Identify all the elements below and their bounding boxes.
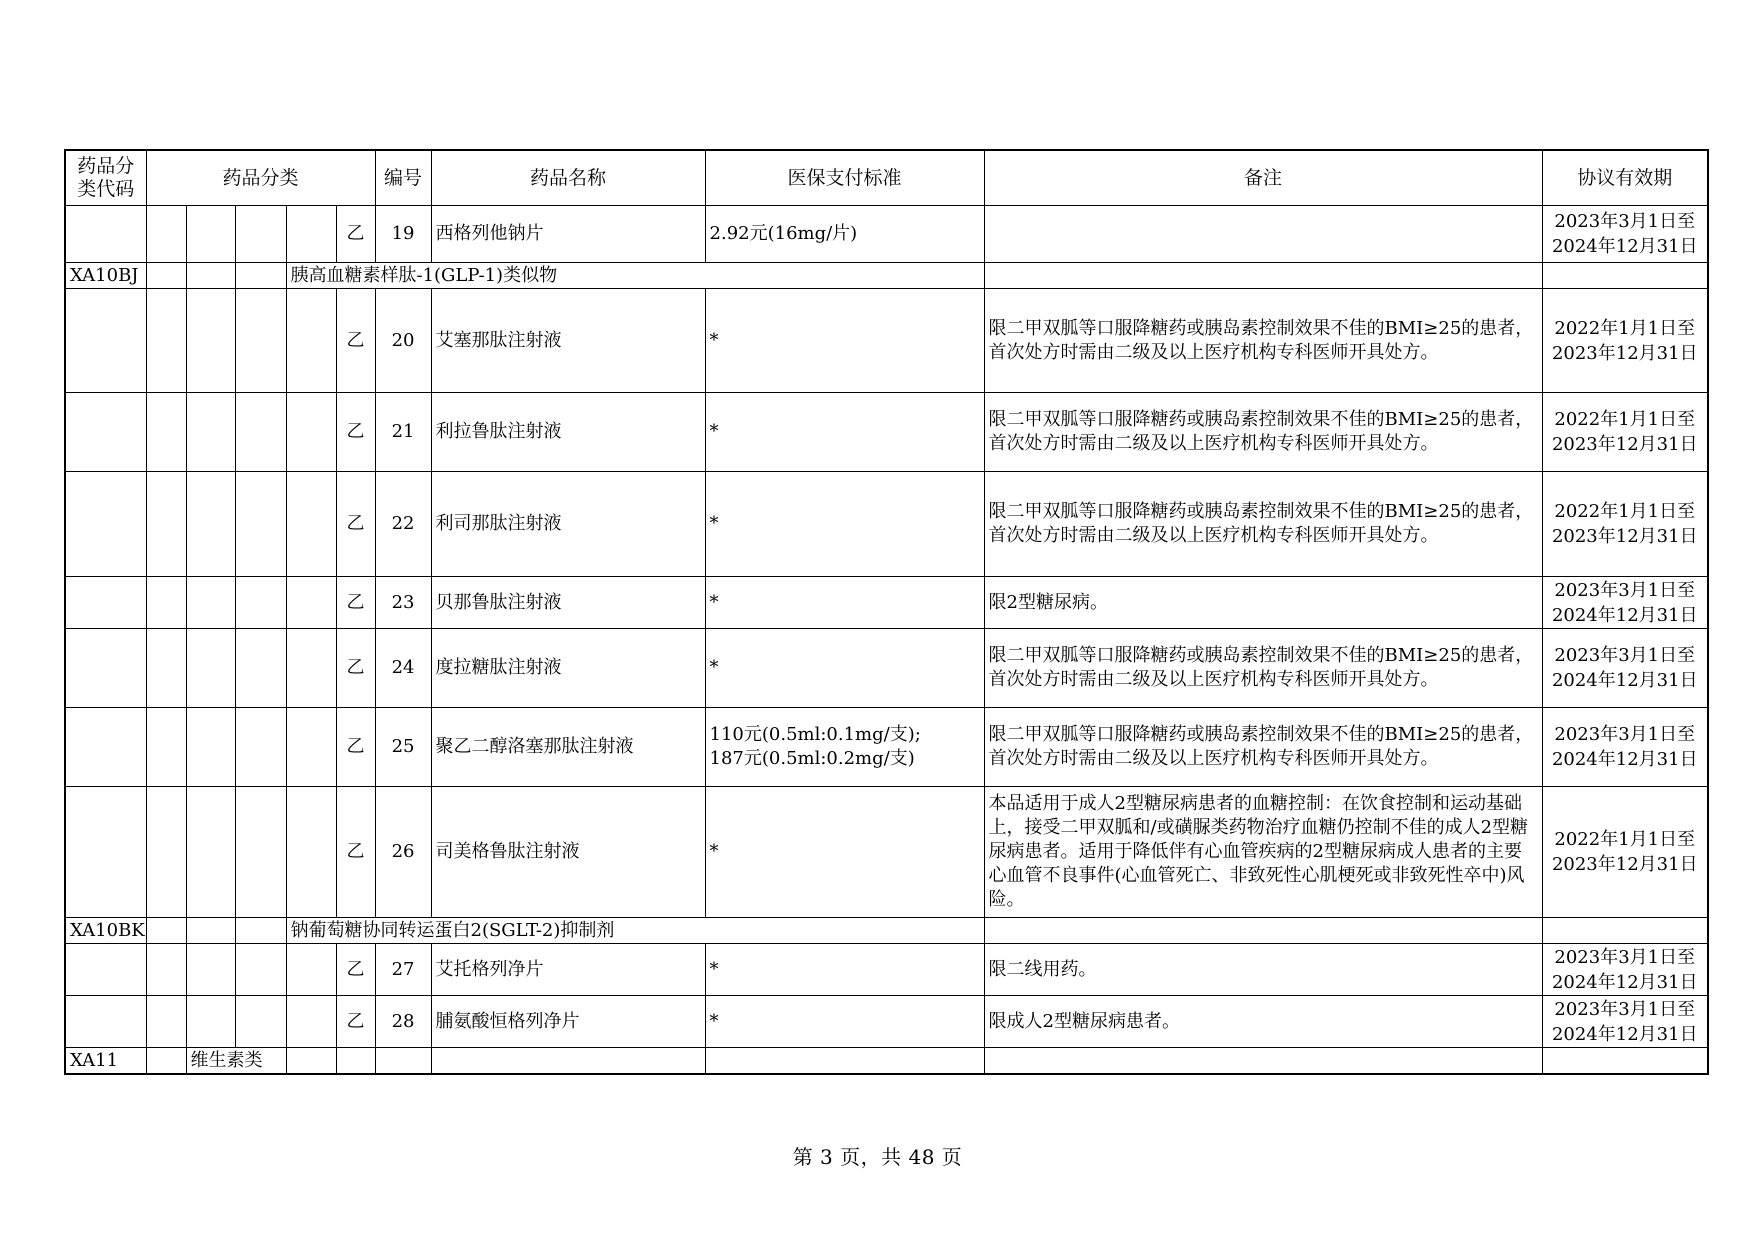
category-code-cell <box>65 206 146 263</box>
payment-line: * <box>709 421 719 442</box>
drug-grade: 乙 <box>336 944 375 996</box>
validity-end: 2023年12月31日 <box>1551 342 1698 364</box>
drug-validity <box>1542 289 1708 393</box>
drug-grade: 乙 <box>336 472 375 577</box>
drug-number: 28 <box>375 996 431 1048</box>
drug-payment <box>705 472 984 577</box>
drug-name: 度拉糖肽注射液 <box>431 629 705 708</box>
drug-note: 限二甲双胍等口服降糖药或胰岛素控制效果不佳的BMI≥25的患者，首次处方时需由二级及以上医疗机构专科医师开具处方。 <box>984 708 1542 787</box>
payment-line: * <box>709 958 719 980</box>
table-row <box>65 472 1708 577</box>
validity-end: 2024年12月31日 <box>1551 670 1698 691</box>
payment-line: 110元(0.5ml:0.1mg/支); <box>709 724 921 745</box>
drug-note: 限二甲双胍等口服降糖药或胰岛素控制效果不佳的BMI≥25的患者，首次处方时需由二级及以上医疗机构专科医师开具处方。 <box>984 393 1542 472</box>
category-code: XA10BK <box>65 918 146 944</box>
drug-name: 西格列他钠片 <box>431 206 705 263</box>
validity-start: 2023年3月1日至 <box>1554 645 1696 666</box>
table-row <box>65 708 1708 787</box>
drug-note <box>984 206 1542 263</box>
header-code-line1: 药品分 <box>77 155 135 177</box>
drug-validity <box>1542 996 1708 1048</box>
validity-end: 2024年12月31日 <box>1551 749 1698 770</box>
validity-start: 2022年1月1日至 <box>1554 501 1696 522</box>
drug-payment <box>705 577 984 629</box>
drug-validity <box>1542 206 1708 263</box>
drug-note: 限2型糖尿病。 <box>984 577 1542 629</box>
drug-note: 限二线用药。 <box>984 944 1542 996</box>
payment-line: * <box>709 329 719 351</box>
category-name: 维生素类 <box>186 1048 286 1075</box>
drug-grade: 乙 <box>336 289 375 393</box>
drug-name: 脯氨酸恒格列净片 <box>431 996 705 1048</box>
drug-name: 聚乙二醇洛塞那肽注射液 <box>431 708 705 787</box>
drug-note: 限二甲双胍等口服降糖药或胰岛素控制效果不佳的BMI≥25的患者，首次处方时需由二级及以上医疗机构专科医师开具处方。 <box>984 289 1542 393</box>
drug-validity <box>1542 708 1708 787</box>
table-row <box>65 206 1708 263</box>
drug-number: 25 <box>375 708 431 787</box>
drug-number: 26 <box>375 787 431 918</box>
drug-payment <box>705 393 984 472</box>
category-row <box>65 263 1708 289</box>
category-code: XA10BJ <box>65 263 146 289</box>
validity-start: 2022年1月1日至 <box>1554 409 1696 430</box>
drug-validity <box>1542 787 1708 918</box>
drug-payment <box>705 787 984 918</box>
drug-name: 贝那鲁肽注射液 <box>431 577 705 629</box>
validity-end: 2024年12月31日 <box>1551 236 1698 257</box>
table-row <box>65 393 1708 472</box>
validity-end: 2024年12月31日 <box>1551 971 1698 993</box>
category-row <box>65 1048 1708 1075</box>
drug-name: 利拉鲁肽注射液 <box>431 393 705 472</box>
header-note: 备注 <box>984 150 1542 206</box>
category-name: 钠葡萄糖协同转运蛋白2(SGLT-2)抑制剂 <box>286 918 984 944</box>
validity-end: 2023年12月31日 <box>1551 854 1698 875</box>
drug-note: 限二甲双胍等口服降糖药或胰岛素控制效果不佳的BMI≥25的患者，首次处方时需由二级及以上医疗机构专科医师开具处方。 <box>984 472 1542 577</box>
validity-start: 2023年3月1日至 <box>1554 946 1696 968</box>
table-row <box>65 996 1708 1048</box>
header-row <box>65 150 1708 206</box>
validity-start: 2022年1月1日至 <box>1554 829 1696 850</box>
drug-payment <box>705 708 984 787</box>
drug-number: 24 <box>375 629 431 708</box>
payment-line: 2.92元(16mg/片) <box>709 223 858 244</box>
header-code-line2: 类代码 <box>77 178 135 200</box>
drug-note: 本品适用于成人2型糖尿病患者的血糖控制：在饮食控制和运动基础上，接受二甲双胍和/或磺脲类药物治疗血糖仍控制不佳的成人2型糖尿病患者。适用于降低伴有心血管疾病的2型糖尿病成人患者的主要心血管不良事件(心血管死亡、非致死性心肌梗死或非致死性卒中)风险。 <box>984 787 1542 918</box>
drug-grade: 乙 <box>336 708 375 787</box>
validity-end: 2024年12月31日 <box>1551 1023 1698 1045</box>
drug-payment <box>705 206 984 263</box>
header-code <box>65 150 146 206</box>
page-footer: 第 3 页，共 48 页 <box>792 1145 963 1169</box>
validity-end: 2023年12月31日 <box>1551 526 1698 547</box>
drug-number: 21 <box>375 393 431 472</box>
drug-note: 限成人2型糖尿病患者。 <box>984 996 1542 1048</box>
drug-payment <box>705 996 984 1048</box>
drug-grade: 乙 <box>336 996 375 1048</box>
validity-start: 2023年3月1日至 <box>1554 998 1696 1020</box>
category-row <box>65 918 1708 944</box>
header-validity: 协议有效期 <box>1542 150 1708 206</box>
table-row <box>65 577 1708 629</box>
drug-validity <box>1542 393 1708 472</box>
payment-line: * <box>709 513 719 534</box>
drug-validity <box>1542 577 1708 629</box>
drug-name: 利司那肽注射液 <box>431 472 705 577</box>
drug-validity <box>1542 629 1708 708</box>
drug-number: 20 <box>375 289 431 393</box>
drug-payment <box>705 289 984 393</box>
validity-start: 2023年3月1日至 <box>1554 211 1696 232</box>
drug-note: 限二甲双胍等口服降糖药或胰岛素控制效果不佳的BMI≥25的患者，首次处方时需由二级及以上医疗机构专科医师开具处方。 <box>984 629 1542 708</box>
table-row <box>65 944 1708 996</box>
payment-line: * <box>709 841 719 862</box>
drug-number: 19 <box>375 206 431 263</box>
drug-catalog-table <box>64 149 1709 1075</box>
validity-start: 2022年1月1日至 <box>1554 317 1696 339</box>
header-payment: 医保支付标准 <box>705 150 984 206</box>
table-row <box>65 629 1708 708</box>
payment-line: 187元(0.5ml:0.2mg/支) <box>709 748 915 769</box>
drug-validity <box>1542 944 1708 996</box>
drug-grade: 乙 <box>336 629 375 708</box>
category-code: XA11 <box>65 1048 146 1075</box>
payment-line: * <box>709 591 719 613</box>
payment-line: * <box>709 657 719 678</box>
validity-start: 2023年3月1日至 <box>1554 579 1696 601</box>
validity-start: 2023年3月1日至 <box>1554 724 1696 745</box>
drug-grade: 乙 <box>336 577 375 629</box>
drug-number: 27 <box>375 944 431 996</box>
drug-grade: 乙 <box>336 787 375 918</box>
validity-end: 2024年12月31日 <box>1551 604 1698 626</box>
payment-line: * <box>709 1010 719 1032</box>
validity-end: 2023年12月31日 <box>1551 434 1698 455</box>
drug-payment <box>705 629 984 708</box>
drug-name: 司美格鲁肽注射液 <box>431 787 705 918</box>
drug-name: 艾塞那肽注射液 <box>431 289 705 393</box>
header-category: 药品分类 <box>146 150 375 206</box>
drug-grade: 乙 <box>336 206 375 263</box>
drug-payment <box>705 944 984 996</box>
drug-validity <box>1542 472 1708 577</box>
header-name: 药品名称 <box>431 150 705 206</box>
table-row <box>65 787 1708 918</box>
header-number: 编号 <box>375 150 431 206</box>
drug-number: 22 <box>375 472 431 577</box>
drug-number: 23 <box>375 577 431 629</box>
table-row <box>65 289 1708 393</box>
drug-name: 艾托格列净片 <box>431 944 705 996</box>
drug-grade: 乙 <box>336 393 375 472</box>
category-name: 胰高血糖素样肽-1(GLP-1)类似物 <box>286 263 984 289</box>
